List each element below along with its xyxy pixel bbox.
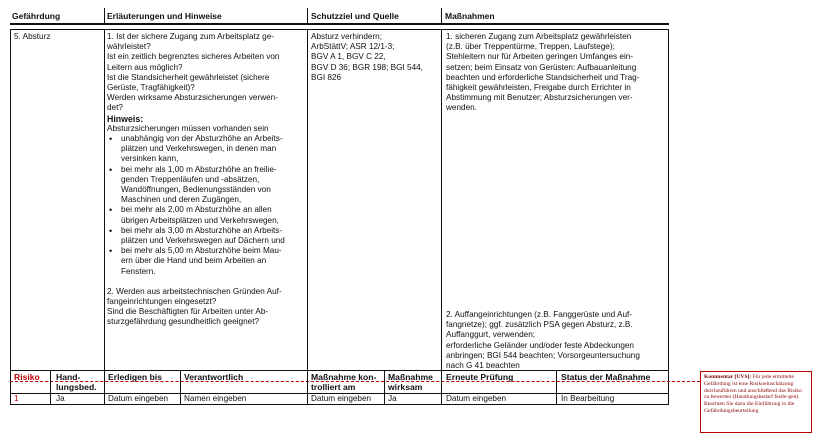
table-bottom-border xyxy=(10,404,669,405)
header-schutzziel: Schutzziel und Quelle xyxy=(311,11,399,21)
massnahmen-line: 2. Auffangeinrichtungen (z.B. Fanggerüste und Auf- xyxy=(446,310,633,319)
bullet-item xyxy=(107,165,285,206)
bottom-sep-7 xyxy=(556,370,557,404)
header-underline xyxy=(10,23,669,25)
risiko-value[interactable]: 1 xyxy=(14,394,19,403)
row-top-border xyxy=(10,29,669,30)
massnahmen-cell-2 xyxy=(446,310,640,371)
row-sep-1 xyxy=(104,29,105,370)
comment-title: Kommentar [UVS]: xyxy=(704,374,753,380)
schutzziel-line: BGI 826 xyxy=(311,72,342,82)
hinweis-title: Hinweis: xyxy=(107,113,144,124)
erl-line: währleistet? xyxy=(107,42,151,52)
schutzziel-cell xyxy=(311,32,423,83)
schutzziel-line: Absturz verhindern; xyxy=(311,32,382,41)
comment-text: Für jede ermittelte Gefährdung ist eine Risikoeinschätzung durchzuführen und anschließend das Risiko zu bewerten (Handlungsbedarf festle-gen). Beachten Sie dazu die Einführung in die Gefährdungsbeurteilung xyxy=(704,374,802,414)
header-sep-2 xyxy=(307,8,308,24)
row-sep-3 xyxy=(441,29,442,370)
status-value[interactable]: In Bearbeitung xyxy=(561,394,615,403)
bullet-line: genden Treppenläufen und -absätzen, xyxy=(121,174,260,184)
bullet-item xyxy=(107,246,285,277)
wirksam-value[interactable]: Ja xyxy=(388,394,397,403)
massnahmen-line: setzen; beim Einsatz von Gerüsten: Aufbauanleitung xyxy=(446,62,637,72)
gefaehrdung-cell: 5. Absturz xyxy=(14,32,51,41)
verantwortlich-label: Verantwortlich xyxy=(184,372,244,382)
bullet-line: Fenstern. xyxy=(121,266,156,276)
erlaeuterungen-cell xyxy=(107,32,285,328)
erl-line: Ist die Standsicherheit gewährleistet (sichere xyxy=(107,72,270,82)
erl-line: Ist ein zeitlich begrenztes sicheres Arbeiten von xyxy=(107,52,280,62)
erl-line: Sind die Beschäftigten für Arbeiten unter Ab- xyxy=(107,307,269,317)
bullet-line: übrigen Arbeitsplätzen und Verkehrswegen, xyxy=(121,215,279,225)
massnahmen-line: Abstimmung mit Benutzer; Absturzsicherungen ver- xyxy=(446,93,633,103)
bullet-line: plätzen und Verkehrswegen, in denen man xyxy=(121,144,277,154)
bullet-line: • unabhängig von der Absturzhöhe an Arbeits- xyxy=(121,134,283,144)
bottom-sep-3 xyxy=(180,370,181,404)
risiko-label: Risiko xyxy=(14,372,40,382)
row-right-border xyxy=(668,29,669,404)
bottom-sep-5 xyxy=(384,370,385,404)
massnahmen-line: 1. sicheren Zugang zum Arbeitsplatz gewährleisten xyxy=(446,32,632,41)
wirksam-label-line: Maßnahme xyxy=(388,372,433,382)
pruefung-label: Erneute Prüfung xyxy=(446,372,514,382)
bullet-line: plätzen und Verkehrswegen auf Dächern und xyxy=(121,236,285,246)
erl-line: fangeinrichtungen eingesetzt? xyxy=(107,297,217,307)
bottom-row-top-border xyxy=(10,370,669,371)
bullet-line: versinken kann, xyxy=(121,154,179,164)
erl-line: Leitern aus möglich? xyxy=(107,62,183,72)
header-erlaeuterungen: Erläuterungen und Hinweise xyxy=(107,11,222,21)
bullet-line: • bei mehr als 2,00 m Absturzhöhe an allen xyxy=(121,205,272,215)
massnahmen-cell-1 xyxy=(446,32,639,114)
comment-balloon[interactable] xyxy=(700,371,812,433)
header-sep-3 xyxy=(441,8,442,24)
bullet-line: Maschinen und deren Zugängen, xyxy=(121,195,242,205)
handlung-value[interactable]: Ja xyxy=(56,394,65,403)
handlung-label xyxy=(56,373,97,392)
erl-line: sturzgefährdung gesundheitlich geeignet? xyxy=(107,317,260,327)
massnahmen-line: Auffanggurt, verwenden; xyxy=(446,330,536,340)
massnahmen-line: anbringen; BGI 544 beachten; Vorsorgeuntersuchung xyxy=(446,350,640,360)
handlung-label-line: Hand- xyxy=(56,372,81,382)
bullet-line: • bei mehr als 5,00 m Absturzhöhe beim Mau- xyxy=(121,246,282,256)
handlung-label-line: lungsbed. xyxy=(56,381,97,392)
massnahmen-line: wenden. xyxy=(446,103,477,113)
header-gefaehrdung: Gefährdung xyxy=(12,11,61,21)
erl-line: Gerüste, Tragfähigkeit)? xyxy=(107,83,195,93)
hinweis-intro: Absturzsicherungen müssen vorhanden sein xyxy=(107,123,269,133)
bottom-sep-4 xyxy=(307,370,308,404)
kontrolliert-label xyxy=(311,373,376,392)
bullet-item xyxy=(107,134,285,165)
erl-line: 1. Ist der sichere Zugang zum Arbeitsplatz ge- xyxy=(107,32,275,41)
bullet-item xyxy=(107,226,285,246)
erl-line: det? xyxy=(107,103,123,113)
status-label: Status der Maßnahme xyxy=(561,372,651,382)
header-sep-1 xyxy=(104,8,105,24)
pruefung-value[interactable]: Datum eingeben xyxy=(446,394,507,403)
bullet-line: • bei mehr als 3,00 m Absturzhöhe an Arbeits- xyxy=(121,225,283,235)
kontrolliert-label-line: trolliert am xyxy=(311,381,356,392)
erl-line: Werden wirksame Absturzsicherungen verwen- xyxy=(107,93,278,103)
bottom-sep-1 xyxy=(50,370,51,404)
header-massnahmen: Maßnahmen xyxy=(445,11,495,21)
bullet-item xyxy=(107,205,285,225)
schutzziel-line: ArbStättV; ASR 12/1-3; xyxy=(311,42,395,52)
bullet-line: • bei mehr als 1,00 m Absturzhöhe an freilie- xyxy=(121,164,277,174)
row-left-border xyxy=(10,29,11,404)
massnahmen-line: (z.B. über Treppentürme, Treppen, Laufstege); xyxy=(446,42,615,52)
row-sep-2 xyxy=(307,29,308,370)
massnahmen-line: beachten und erforderliche Standsicherheit und Trag- xyxy=(446,72,640,82)
erledigen-label: Erledigen bis xyxy=(108,372,162,382)
kontrolliert-label-line: Maßnahme kon- xyxy=(311,372,377,382)
bottom-sep-6 xyxy=(441,370,442,404)
schutzziel-line: BGV A 1, BGV C 22, xyxy=(311,52,386,62)
massnahmen-line: Stehleitern nur für Arbeiten geringen Umfanges ein- xyxy=(446,52,634,62)
wirksam-label-line: wirksam xyxy=(388,381,423,392)
kontrolliert-value[interactable]: Datum eingeben xyxy=(311,394,372,403)
massnahmen-line: erforderliche Geländer und/oder feste Abdeckungen xyxy=(446,340,634,350)
wirksam-label xyxy=(388,373,433,392)
massnahmen-line: nach G 41 beachten xyxy=(446,361,520,371)
erl-line: 2. Werden aus arbeitstechnischen Gründen Auf- xyxy=(107,286,282,296)
bullet-line: Wandöffnungen, Bedienungsständen von xyxy=(121,185,271,195)
schutzziel-line: BGV D 36; BGR 198; BGI 544, xyxy=(311,62,423,72)
bullet-line: ern über die Hand und beim Arbeiten an xyxy=(121,256,267,266)
verantwortlich-value[interactable]: Namen eingeben xyxy=(184,394,247,403)
bottom-sep-2 xyxy=(104,370,105,404)
massnahmen-line: fangnetze); ggf. zusätzlich PSA gegen Absturz, z.B. xyxy=(446,320,633,330)
massnahmen-line: fähigkeit gewährleisten, Freigabe durch Errichter in xyxy=(446,83,631,93)
erledigen-value[interactable]: Datum eingeben xyxy=(108,394,169,403)
